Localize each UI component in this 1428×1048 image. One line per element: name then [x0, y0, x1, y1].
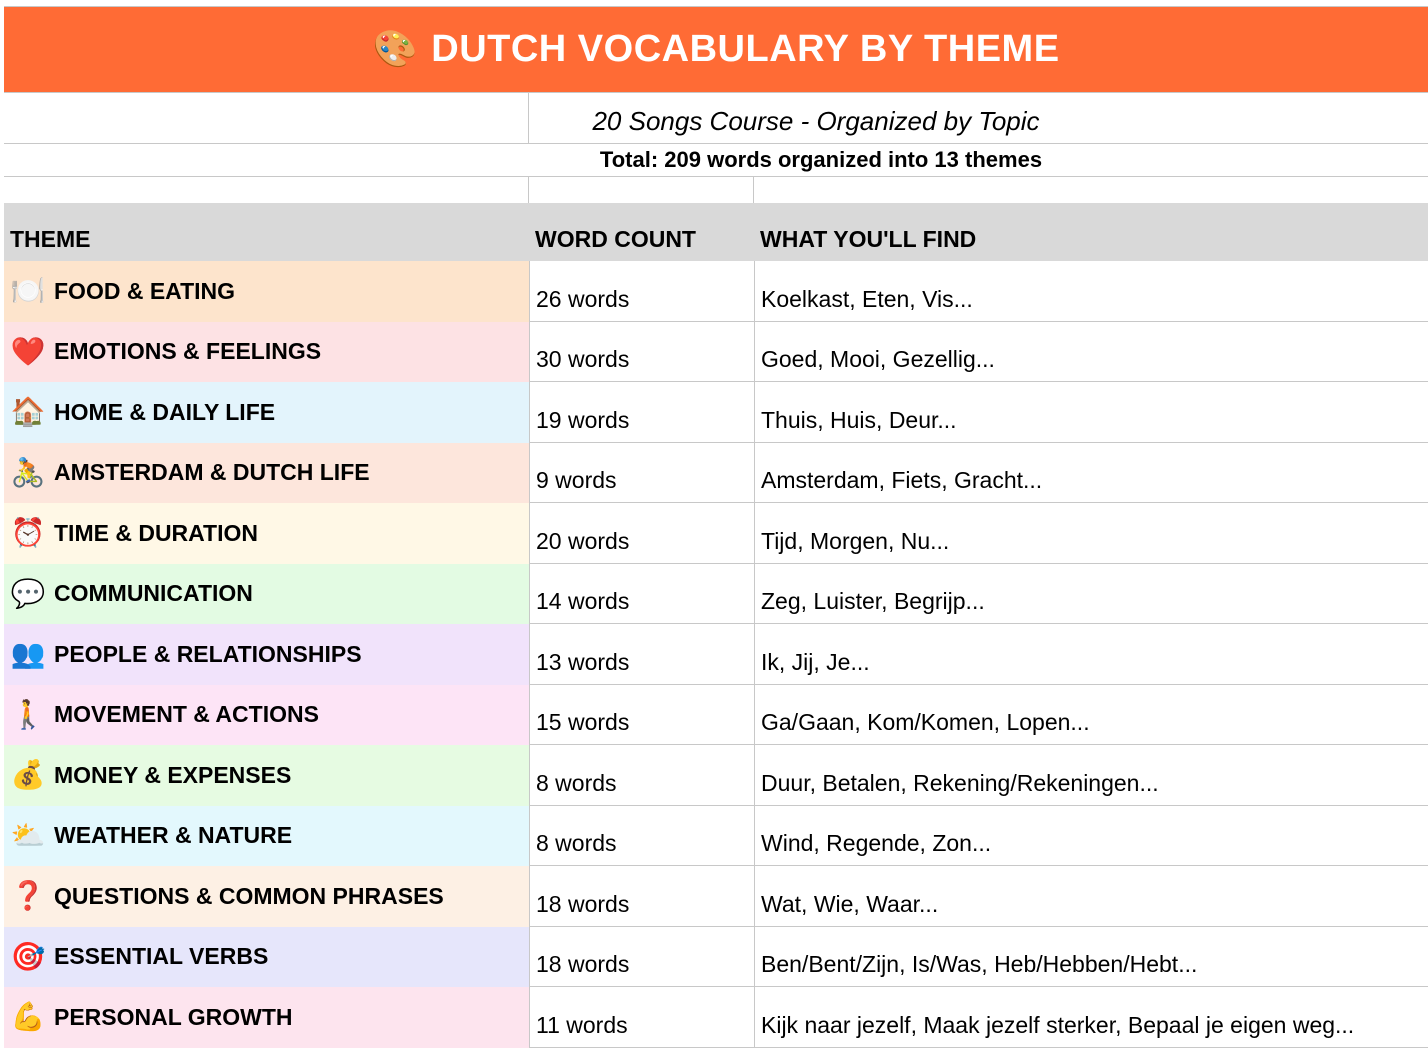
table-row	[4, 624, 1428, 685]
word-count-cell[interactable]: 11 words	[529, 987, 754, 1048]
theme-label: MOVEMENT & ACTIONS	[54, 701, 319, 728]
theme-icon: 🍽️	[10, 274, 46, 308]
table-row	[4, 322, 1428, 383]
subtitle-row	[4, 92, 1428, 144]
header-word-count[interactable]: WORD COUNT	[535, 226, 696, 252]
theme-label: WEATHER & NATURE	[54, 822, 293, 849]
examples-cell[interactable]: Kijk naar jezelf, Maak jezelf sterker, Bepaal je eigen weg...	[754, 987, 1428, 1048]
theme-label: EMOTIONS & FEELINGS	[54, 338, 322, 365]
word-count-cell[interactable]: 30 words	[529, 322, 754, 383]
theme-icon: ❤️	[10, 334, 46, 368]
word-count-cell[interactable]: 19 words	[529, 382, 754, 443]
theme-cell[interactable]	[4, 745, 529, 806]
total-row	[4, 143, 1428, 177]
examples-cell[interactable]: Wat, Wie, Waar...	[754, 866, 1428, 927]
theme-label: AMSTERDAM & DUTCH LIFE	[54, 459, 370, 486]
theme-icon: 🚴	[10, 455, 46, 489]
title-banner	[4, 6, 1428, 92]
theme-label: TIME & DURATION	[54, 519, 259, 546]
theme-icon: 💪	[10, 1000, 46, 1034]
word-count-cell[interactable]: 18 words	[529, 927, 754, 988]
theme-cell[interactable]	[4, 624, 529, 685]
theme-label: FOOD & EATING	[54, 277, 236, 304]
table-row	[4, 564, 1428, 625]
theme-label: PEOPLE & RELATIONSHIPS	[54, 640, 362, 667]
table-row	[4, 927, 1428, 988]
blank-row[interactable]	[4, 177, 1428, 203]
table-row	[4, 503, 1428, 564]
theme-label: ESSENTIAL VERBS	[54, 943, 269, 970]
table-row	[4, 987, 1428, 1048]
theme-cell[interactable]	[4, 322, 529, 383]
word-count-cell[interactable]: 9 words	[529, 443, 754, 504]
theme-cell[interactable]	[4, 564, 529, 625]
theme-icon: 👥	[10, 637, 46, 671]
examples-cell[interactable]: Zeg, Luister, Begrijp...	[754, 564, 1428, 625]
theme-label: MONEY & EXPENSES	[54, 761, 292, 788]
theme-icon: ⛅	[10, 818, 46, 852]
examples-cell[interactable]: Duur, Betalen, Rekening/Rekeningen...	[754, 745, 1428, 806]
theme-cell[interactable]	[4, 806, 529, 867]
word-count-cell[interactable]: 8 words	[529, 745, 754, 806]
word-count-cell[interactable]: 26 words	[529, 261, 754, 322]
word-count-cell[interactable]: 20 words	[529, 503, 754, 564]
theme-cell[interactable]	[4, 927, 529, 988]
word-count-cell[interactable]: 14 words	[529, 564, 754, 625]
header-what-youll-find[interactable]: WHAT YOU'LL FIND	[760, 226, 977, 252]
theme-cell[interactable]	[4, 382, 529, 443]
examples-cell[interactable]: Tijd, Morgen, Nu...	[754, 503, 1428, 564]
theme-icon: 🚶	[10, 697, 46, 731]
header-theme[interactable]: THEME	[10, 226, 91, 252]
word-count-cell[interactable]: 18 words	[529, 866, 754, 927]
examples-cell[interactable]: Wind, Regende, Zon...	[754, 806, 1428, 867]
word-count-cell[interactable]: 15 words	[529, 685, 754, 746]
table-row	[4, 745, 1428, 806]
theme-label: HOME & DAILY LIFE	[54, 398, 276, 425]
table-row	[4, 382, 1428, 443]
theme-cell[interactable]	[4, 685, 529, 746]
theme-label: QUESTIONS & COMMON PHRASES	[54, 882, 444, 909]
theme-icon: ❓	[10, 879, 46, 913]
word-count-cell[interactable]: 8 words	[529, 806, 754, 867]
theme-icon: 🎯	[10, 939, 46, 973]
palette-icon: 🎨	[372, 28, 418, 70]
examples-cell[interactable]: Ik, Jij, Je...	[754, 624, 1428, 685]
theme-cell[interactable]	[4, 987, 529, 1048]
theme-icon: 💬	[10, 576, 46, 610]
table-row	[4, 806, 1428, 867]
table-row	[4, 261, 1428, 322]
page-title[interactable]: DUTCH VOCABULARY BY THEME	[431, 28, 1060, 70]
theme-label: COMMUNICATION	[54, 580, 253, 607]
word-count-cell[interactable]: 13 words	[529, 624, 754, 685]
examples-cell[interactable]: Amsterdam, Fiets, Gracht...	[754, 443, 1428, 504]
examples-cell[interactable]: Goed, Mooi, Gezellig...	[754, 322, 1428, 383]
subtitle[interactable]: 20 Songs Course - Organized by Topic	[592, 106, 1040, 136]
examples-cell[interactable]: Thuis, Huis, Deur...	[754, 382, 1428, 443]
theme-cell[interactable]	[4, 443, 529, 504]
examples-cell[interactable]: Koelkast, Eten, Vis...	[754, 261, 1428, 322]
total-summary[interactable]: Total: 209 words organized into 13 themes	[599, 146, 1043, 172]
theme-cell[interactable]	[4, 866, 529, 927]
theme-icon: 🏠	[10, 395, 46, 429]
theme-cell[interactable]	[4, 503, 529, 564]
theme-icon: ⏰	[10, 516, 46, 550]
theme-label: PERSONAL GROWTH	[54, 1003, 293, 1030]
theme-icon: 💰	[10, 758, 46, 792]
table-row	[4, 443, 1428, 504]
examples-cell[interactable]: Ben/Bent/Zijn, Is/Was, Heb/Hebben/Hebt...	[754, 927, 1428, 988]
table-row	[4, 866, 1428, 927]
table-header	[4, 203, 1428, 261]
table-row	[4, 685, 1428, 746]
examples-cell[interactable]: Ga/Gaan, Kom/Komen, Lopen...	[754, 685, 1428, 746]
theme-cell[interactable]	[4, 261, 529, 322]
table-body	[4, 261, 1428, 1048]
